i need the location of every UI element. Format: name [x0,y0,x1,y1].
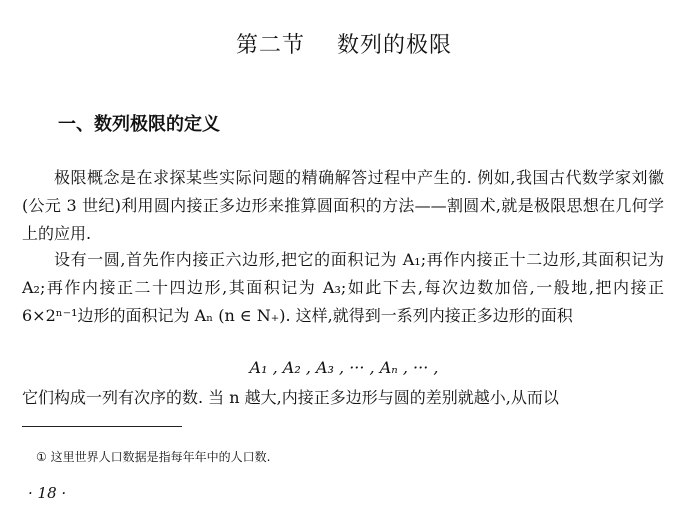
paragraph-2: 设有一圆,首先作内接正六边形,把它的面积记为 A₁;再作内接正十二边形,其面积记为 A₂;再作内接正二十四边形,其面积记为 A₃;如此下去,每次边数加倍,一般地,把内接正 6×2ⁿ⁻¹边形的面积记为 Aₙ (n ∈ N₊). 这样,就得到一系列内接正多边形的面积 [22,250,664,325]
footnote: ① 这里世界人口数据是指每年年中的人口数. [36,450,271,464]
sequence-formula: A₁ , A₂ , A₃ , ··· , Aₙ , ··· , [249,358,439,377]
section-title: 第二节 数列的极限 [236,33,452,58]
subsection-title: 一、数列极限的定义 [58,114,220,135]
paragraph-1: 极限概念是在求探某些实际问题的精确解答过程中产生的. 例如,我国古代数学家刘徽(公元 3 世纪)利用圆内接正多边形来推算圆面积的方法——割圆术,就是极限思想在几何学上的应用. [22,168,664,243]
page-number: · 18 · [28,484,67,502]
paragraph-3: 它们构成一列有次序的数. 当 n 越大,内接正多边形与圆的差别就越小,从而以 [22,388,559,407]
footnote-divider [22,426,182,427]
